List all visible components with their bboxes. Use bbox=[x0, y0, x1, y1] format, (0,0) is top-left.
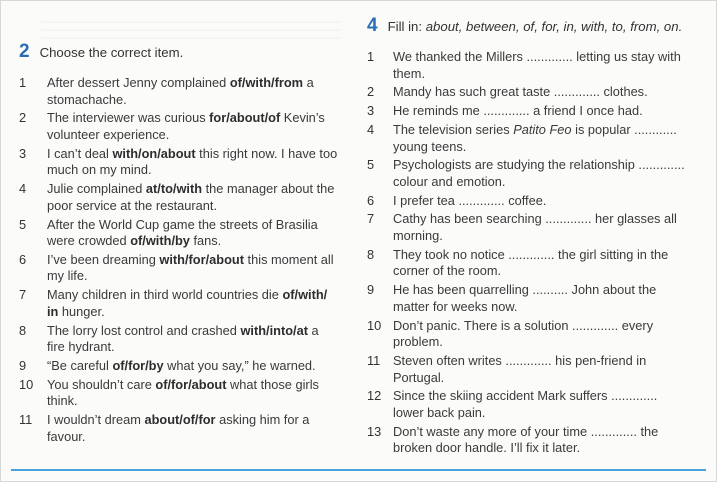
item-text bbox=[47, 377, 339, 410]
item-number: 3 bbox=[367, 103, 375, 119]
item-text-start: Julie complained bbox=[47, 181, 146, 197]
item-title-italic: Patito Feo bbox=[513, 121, 572, 137]
item-text bbox=[47, 181, 339, 214]
item-text-end: what you say,” he warned. bbox=[163, 358, 316, 373]
item-text bbox=[393, 193, 687, 210]
item-text-start: The television series bbox=[393, 121, 514, 137]
list-item bbox=[367, 49, 687, 82]
item-number: 4 bbox=[19, 181, 27, 197]
answer-options: with/for/about bbox=[159, 251, 244, 267]
item-text bbox=[47, 217, 339, 250]
item-text-start: After dessert Jenny complained bbox=[47, 75, 230, 90]
item-text bbox=[393, 211, 687, 244]
list-item bbox=[19, 146, 339, 179]
item-text bbox=[47, 75, 339, 108]
exercise-number: 2 bbox=[19, 41, 30, 62]
list-item bbox=[367, 424, 687, 457]
item-text-start: You shouldn’t care bbox=[47, 376, 156, 392]
item-text-end: asking him for a favour. bbox=[47, 412, 310, 444]
item-text bbox=[47, 358, 339, 375]
exercise-title bbox=[388, 19, 683, 34]
list-item bbox=[367, 247, 687, 280]
item-text bbox=[393, 122, 687, 155]
item-text bbox=[47, 287, 339, 320]
bottom-rule bbox=[11, 469, 706, 471]
list-item bbox=[367, 318, 687, 351]
item-number: 1 bbox=[19, 75, 27, 90]
item-number: 5 bbox=[367, 157, 375, 173]
item-number: 10 bbox=[19, 376, 34, 392]
item-text-end: is popular ............ young teens. bbox=[393, 121, 677, 154]
item-text-end: a stomachache. bbox=[47, 75, 314, 107]
exercise-2 bbox=[19, 1, 339, 448]
item-number: 8 bbox=[367, 246, 375, 262]
item-text-start: Don’t panic. There is a solution ............. every problem. bbox=[393, 317, 654, 350]
item-text-start: The interviewer was curious bbox=[47, 110, 210, 126]
item-text-end: Kevin’s volunteer experience. bbox=[47, 110, 325, 142]
item-text-end: this right now. I have too much on my mind. bbox=[47, 145, 338, 178]
item-text-end: what those girls think. bbox=[47, 376, 319, 409]
list-item bbox=[367, 211, 687, 244]
item-number: 3 bbox=[19, 145, 27, 161]
list-item bbox=[367, 84, 687, 101]
answer-options: of/for/by bbox=[112, 358, 164, 373]
item-text-start: Steven often writes ............. his pen-friend in Portugal. bbox=[393, 352, 647, 385]
exercise-2-list bbox=[19, 75, 339, 445]
item-text bbox=[393, 318, 687, 351]
answer-options: of/with/by bbox=[130, 233, 190, 249]
item-text-start: He reminds me ............. a friend I once had. bbox=[393, 103, 643, 119]
item-text bbox=[393, 84, 687, 101]
answer-options: of/with/from bbox=[229, 75, 304, 90]
item-text-start: After the World Cup game the streets of Brasilia were crowded bbox=[47, 216, 318, 249]
item-text bbox=[393, 388, 687, 421]
list-item bbox=[367, 282, 687, 315]
list-item bbox=[367, 122, 687, 155]
item-text-start: Don’t waste any more of your time ............. the broken door handle. I’ll fix it later. bbox=[393, 423, 659, 456]
list-item bbox=[367, 388, 687, 421]
item-text-start: Since the skiing accident Mark suffers ............. lower back pain. bbox=[393, 388, 658, 420]
item-text-start: He has been quarrelling .......... John about the matter for weeks now. bbox=[393, 282, 657, 314]
item-number: 13 bbox=[367, 423, 382, 439]
item-text-start: I can’t deal bbox=[47, 145, 113, 161]
item-text bbox=[393, 49, 687, 82]
item-text-start: “Be careful bbox=[47, 358, 113, 373]
list-item bbox=[367, 157, 687, 190]
item-number: 6 bbox=[19, 251, 27, 267]
list-item bbox=[367, 193, 687, 210]
exercise-2-header bbox=[19, 41, 339, 63]
list-item bbox=[19, 217, 339, 250]
list-item bbox=[19, 75, 339, 108]
item-text-end: a fire hydrant. bbox=[47, 322, 319, 355]
list-item bbox=[19, 110, 339, 143]
item-text-start: Many children in third world countries die bbox=[47, 287, 283, 303]
item-number: 5 bbox=[19, 216, 27, 232]
exercise-title: Choose the correct item. bbox=[39, 45, 184, 60]
item-number: 7 bbox=[19, 287, 27, 303]
exercise-4-list bbox=[367, 49, 687, 457]
item-text-end: hunger. bbox=[58, 303, 105, 319]
item-number: 7 bbox=[367, 211, 375, 227]
item-number: 1 bbox=[367, 49, 375, 64]
list-item bbox=[19, 377, 339, 410]
item-text bbox=[47, 412, 339, 445]
list-item bbox=[19, 287, 339, 320]
item-text bbox=[47, 110, 339, 143]
item-text bbox=[393, 282, 687, 315]
item-number: 10 bbox=[367, 317, 382, 333]
item-text-start: The lorry lost control and crashed bbox=[47, 322, 241, 338]
list-item bbox=[367, 103, 687, 120]
title-prefix: Fill in: bbox=[387, 19, 426, 34]
item-text-start: Mandy has such great taste ............. clothes. bbox=[393, 84, 648, 100]
item-text-start: I’ve been dreaming bbox=[47, 251, 160, 267]
item-text bbox=[393, 353, 687, 386]
item-text bbox=[47, 323, 339, 356]
answer-options: with/into/at bbox=[240, 322, 308, 338]
item-number: 9 bbox=[19, 358, 27, 373]
item-text-start: Cathy has been searching ............. her glasses all morning. bbox=[393, 211, 677, 244]
answer-options: of/with/ in bbox=[47, 287, 328, 319]
item-text-start: Psychologists are studying the relationship ............. colour and emotion. bbox=[393, 157, 685, 189]
item-text-end: fans. bbox=[189, 233, 222, 249]
item-number: 2 bbox=[367, 84, 375, 100]
list-item bbox=[19, 358, 339, 375]
item-text-start: We thanked the Millers ............. letting us stay with them. bbox=[393, 49, 681, 81]
item-text-start: They took no notice ............. the girl sitting in the corner of the room. bbox=[393, 246, 669, 279]
item-number: 2 bbox=[19, 110, 27, 126]
item-text bbox=[393, 247, 687, 280]
item-text-start: I wouldn’t dream bbox=[47, 412, 145, 428]
item-number: 11 bbox=[367, 352, 381, 368]
item-text bbox=[393, 157, 687, 190]
answer-options: at/to/with bbox=[145, 181, 203, 197]
item-text bbox=[47, 146, 339, 179]
list-item bbox=[19, 412, 339, 445]
exercise-4-header bbox=[367, 15, 687, 37]
item-number: 12 bbox=[367, 388, 382, 404]
item-text bbox=[393, 424, 687, 457]
answer-options: with/on/about bbox=[112, 145, 196, 161]
item-number: 6 bbox=[367, 192, 375, 208]
list-item bbox=[19, 252, 339, 285]
item-text bbox=[47, 252, 339, 285]
item-text-end: this moment all my life. bbox=[47, 251, 334, 284]
item-number: 4 bbox=[367, 121, 375, 137]
item-text-start: I prefer tea ............. coffee. bbox=[393, 192, 547, 208]
exercise-4 bbox=[367, 1, 687, 459]
item-number: 9 bbox=[367, 282, 375, 298]
title-word-list: about, between, of, for, in, with, to, from, on. bbox=[425, 19, 683, 34]
item-number: 11 bbox=[19, 412, 33, 428]
list-item bbox=[19, 323, 339, 356]
list-item bbox=[367, 353, 687, 386]
answer-options: of/for/about bbox=[155, 376, 227, 392]
item-text bbox=[393, 103, 687, 120]
answer-options: about/of/for bbox=[144, 412, 216, 428]
answer-options: for/about/of bbox=[209, 110, 281, 126]
item-text-end: the manager about the poor service at the restaurant. bbox=[47, 181, 335, 213]
exercise-number: 4 bbox=[367, 15, 378, 36]
list-item bbox=[19, 181, 339, 214]
item-number: 8 bbox=[19, 322, 27, 338]
